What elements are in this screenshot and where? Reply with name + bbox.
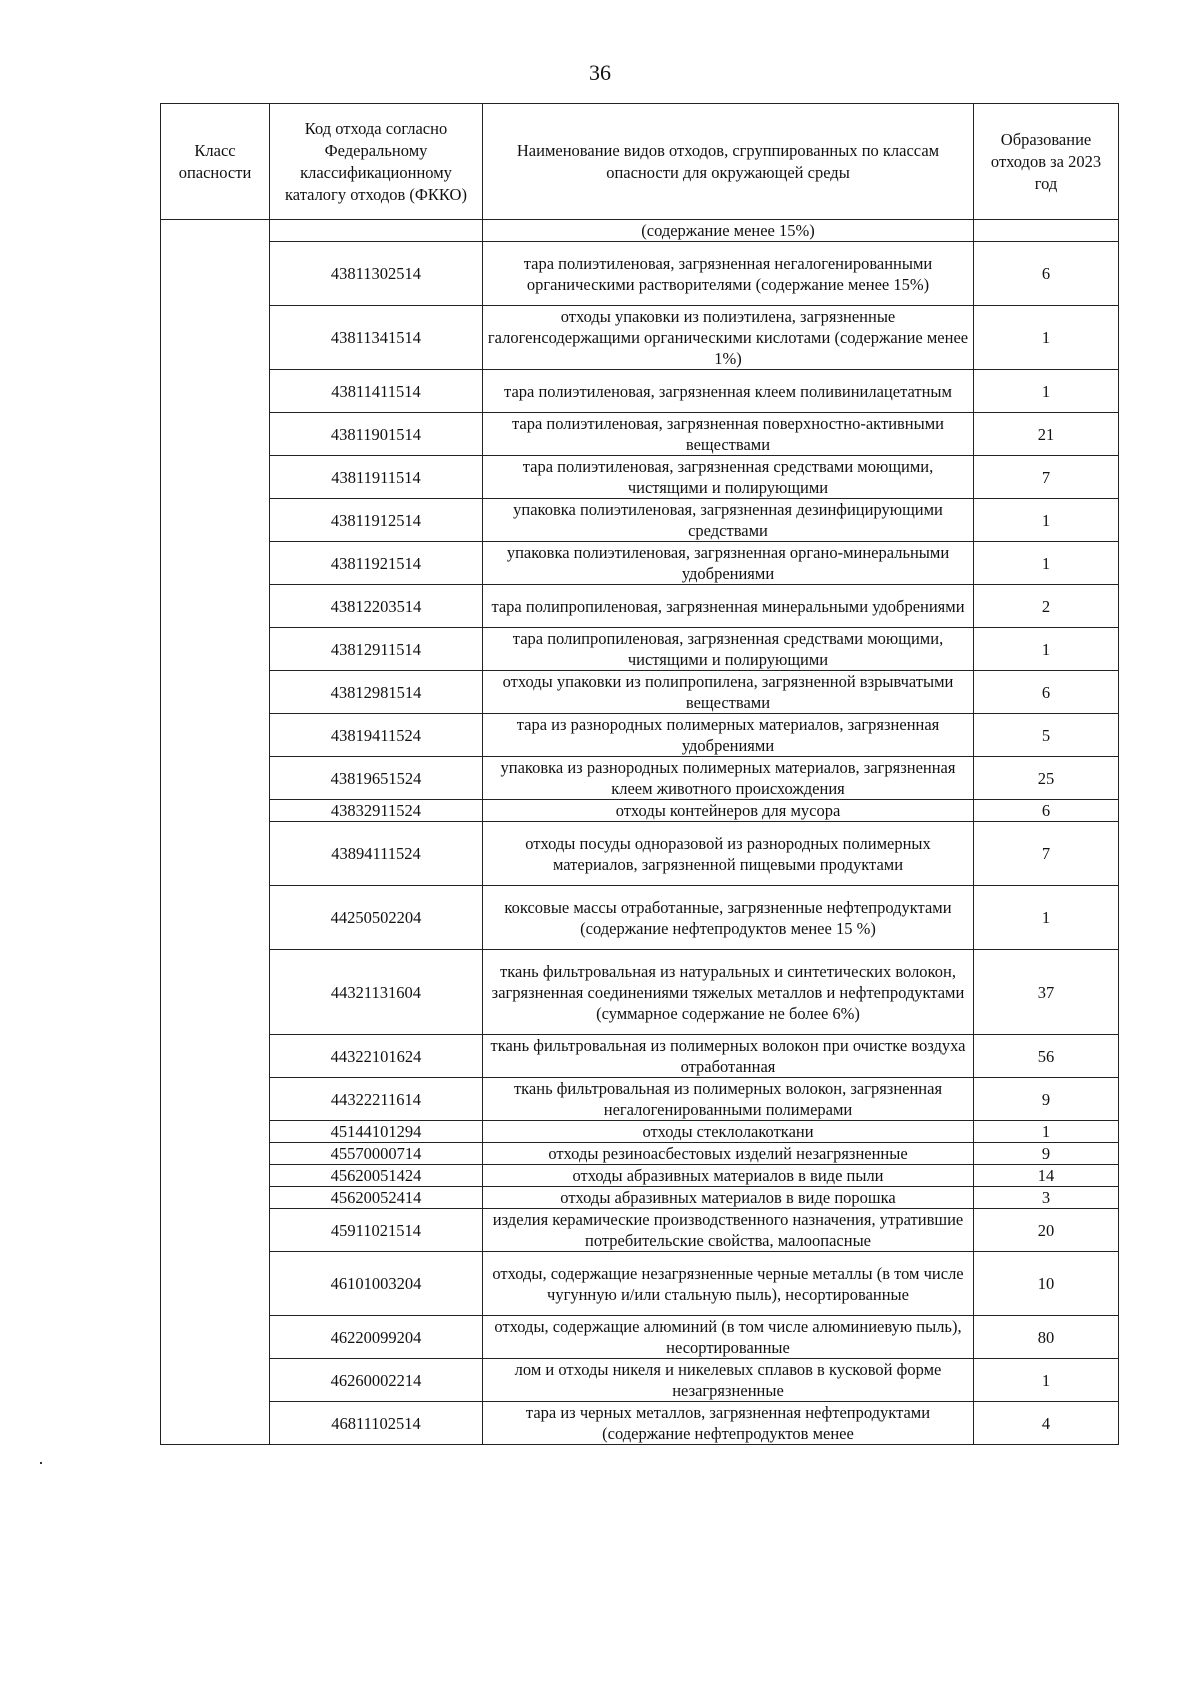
waste-code-cell: 43811912514 (270, 499, 483, 542)
table-row (161, 1252, 1119, 1316)
waste-volume-cell (974, 220, 1119, 242)
table-row (161, 1078, 1119, 1121)
waste-name-cell: тара из черных металлов, загрязненная нефтепродуктами (содержание нефтепродуктов менее (483, 1402, 974, 1445)
waste-code-cell: 45144101294 (270, 1121, 483, 1143)
waste-name-cell: изделия керамические производственного назначения, утратившие потребительские свойства, малоопасные (483, 1209, 974, 1252)
waste-code-cell: 43811911514 (270, 456, 483, 499)
waste-volume-cell: 6 (974, 242, 1119, 306)
waste-code-cell: 43894111524 (270, 822, 483, 886)
waste-code-cell: 46101003204 (270, 1252, 483, 1316)
waste-volume-cell: 9 (974, 1078, 1119, 1121)
waste-name-cell: отходы упаковки из полиэтилена, загрязненные галогенсодержащими органическими кислотами (содержание менее 1%) (483, 306, 974, 370)
waste-volume-cell: 56 (974, 1035, 1119, 1078)
waste-name-cell: отходы абразивных материалов в виде порошка (483, 1187, 974, 1209)
table-row (161, 822, 1119, 886)
waste-code-cell: 43819651524 (270, 757, 483, 800)
waste-name-cell: ткань фильтровальная из натуральных и синтетических волокон, загрязненная соединениями тяжелых металлов и нефтепродуктами (суммарное содержание не более 6%) (483, 950, 974, 1035)
waste-code-cell: 45570000714 (270, 1143, 483, 1165)
waste-name-cell: отходы, содержащие незагрязненные черные металлы (в том числе чугунную и/или стальную пыль), несортированные (483, 1252, 974, 1316)
waste-code-cell: 45911021514 (270, 1209, 483, 1252)
waste-volume-cell: 1 (974, 370, 1119, 413)
waste-table (160, 103, 1119, 1445)
waste-name-cell: отходы, содержащие алюминий (в том числе алюминиевую пыль), несортированные (483, 1316, 974, 1359)
waste-code-cell: 43812911514 (270, 628, 483, 671)
waste-volume-cell: 1 (974, 628, 1119, 671)
waste-code-cell: 43811901514 (270, 413, 483, 456)
table-row (161, 220, 1119, 242)
waste-code-cell: 43812203514 (270, 585, 483, 628)
waste-code-cell: 43811341514 (270, 306, 483, 370)
waste-name-cell: ткань фильтровальная из полимерных волокон при очистке воздуха отработанная (483, 1035, 974, 1078)
waste-volume-cell: 1 (974, 542, 1119, 585)
table-row (161, 242, 1119, 306)
header-hazard-class: Класс опасности (161, 104, 270, 220)
waste-code-cell: 44321131604 (270, 950, 483, 1035)
waste-volume-cell: 20 (974, 1209, 1119, 1252)
waste-volume-cell: 1 (974, 306, 1119, 370)
header-waste-name: Наименование видов отходов, сгруппированных по классам опасности для окружающей среды (483, 104, 974, 220)
waste-volume-cell: 25 (974, 757, 1119, 800)
waste-volume-cell: 14 (974, 1165, 1119, 1187)
waste-code-cell: 46220099204 (270, 1316, 483, 1359)
header-waste-code: Код отхода согласно Федеральному классификационному каталогу отходов (ФККО) (270, 104, 483, 220)
waste-volume-cell: 21 (974, 413, 1119, 456)
waste-name-cell: коксовые массы отработанные, загрязненные нефтепродуктами (содержание нефтепродуктов менее 15 %) (483, 886, 974, 950)
table-row (161, 628, 1119, 671)
table-row (161, 1209, 1119, 1252)
waste-code-cell: 44322101624 (270, 1035, 483, 1078)
table-row (161, 1143, 1119, 1165)
waste-name-cell: лом и отходы никеля и никелевых сплавов в кусковой форме незагрязненные (483, 1359, 974, 1402)
waste-code-cell (270, 220, 483, 242)
table-row (161, 714, 1119, 757)
waste-code-cell: 46260002214 (270, 1359, 483, 1402)
header-waste-volume: Образование отходов за 2023 год (974, 104, 1119, 220)
table-row (161, 1121, 1119, 1143)
table-row (161, 542, 1119, 585)
waste-name-cell: упаковка полиэтиленовая, загрязненная органо-минеральными удобрениями (483, 542, 974, 585)
table-row (161, 499, 1119, 542)
waste-name-cell: тара полипропиленовая, загрязненная минеральными удобрениями (483, 585, 974, 628)
waste-code-cell: 43811302514 (270, 242, 483, 306)
table-row (161, 800, 1119, 822)
waste-code-cell: 43811921514 (270, 542, 483, 585)
scan-speck (40, 1462, 42, 1464)
waste-name-cell: тара полиэтиленовая, загрязненная поверхностно-активными веществами (483, 413, 974, 456)
waste-volume-cell: 7 (974, 822, 1119, 886)
waste-volume-cell: 7 (974, 456, 1119, 499)
waste-volume-cell: 37 (974, 950, 1119, 1035)
table-row (161, 306, 1119, 370)
table-row (161, 757, 1119, 800)
table-row (161, 1359, 1119, 1402)
waste-name-cell: отходы посуды одноразовой из разнородных полимерных материалов, загрязненной пищевыми продуктами (483, 822, 974, 886)
table-row (161, 1165, 1119, 1187)
waste-name-cell: отходы упаковки из полипропилена, загрязненной взрывчатыми веществами (483, 671, 974, 714)
table-row (161, 456, 1119, 499)
waste-volume-cell: 6 (974, 671, 1119, 714)
waste-volume-cell: 9 (974, 1143, 1119, 1165)
waste-code-cell: 44250502204 (270, 886, 483, 950)
table-body (161, 220, 1119, 1445)
table-row (161, 370, 1119, 413)
table-row (161, 1187, 1119, 1209)
waste-code-cell: 44322211614 (270, 1078, 483, 1121)
waste-name-cell: ткань фильтровальная из полимерных волокон, загрязненная негалогенированными полимерами (483, 1078, 974, 1121)
waste-name-cell: тара полиэтиленовая, загрязненная негалогенированными органическими растворителями (содержание менее 15%) (483, 242, 974, 306)
waste-code-cell: 43812981514 (270, 671, 483, 714)
waste-volume-cell: 1 (974, 1121, 1119, 1143)
hazard-class-cell (161, 220, 270, 1445)
table-row (161, 950, 1119, 1035)
waste-name-cell: отходы стеклолакоткани (483, 1121, 974, 1143)
waste-code-cell: 46811102514 (270, 1402, 483, 1445)
waste-volume-cell: 1 (974, 499, 1119, 542)
waste-code-cell: 43832911524 (270, 800, 483, 822)
waste-name-cell: отходы контейнеров для мусора (483, 800, 974, 822)
table-row (161, 1035, 1119, 1078)
waste-code-cell: 43819411524 (270, 714, 483, 757)
waste-volume-cell: 80 (974, 1316, 1119, 1359)
waste-name-cell: упаковка из разнородных полимерных материалов, загрязненная клеем животного происхождения (483, 757, 974, 800)
waste-volume-cell: 4 (974, 1402, 1119, 1445)
waste-volume-cell: 5 (974, 714, 1119, 757)
table-header-row (161, 104, 1119, 220)
waste-name-cell: (содержание менее 15%) (483, 220, 974, 242)
table-row (161, 1316, 1119, 1359)
waste-name-cell: упаковка полиэтиленовая, загрязненная дезинфицирующими средствами (483, 499, 974, 542)
waste-name-cell: тара полиэтиленовая, загрязненная клеем поливинилацетатным (483, 370, 974, 413)
table-row (161, 1402, 1119, 1445)
waste-volume-cell: 2 (974, 585, 1119, 628)
table-row (161, 671, 1119, 714)
waste-name-cell: отходы абразивных материалов в виде пыли (483, 1165, 974, 1187)
waste-volume-cell: 3 (974, 1187, 1119, 1209)
waste-volume-cell: 6 (974, 800, 1119, 822)
waste-name-cell: отходы резиноасбестовых изделий незагрязненные (483, 1143, 974, 1165)
page-number: 36 (589, 60, 611, 85)
waste-code-cell: 43811411514 (270, 370, 483, 413)
waste-volume-cell: 10 (974, 1252, 1119, 1316)
waste-name-cell: тара из разнородных полимерных материалов, загрязненная удобрениями (483, 714, 974, 757)
table-row (161, 886, 1119, 950)
waste-code-cell: 45620051424 (270, 1165, 483, 1187)
waste-code-cell: 45620052414 (270, 1187, 483, 1209)
waste-volume-cell: 1 (974, 1359, 1119, 1402)
table-row (161, 585, 1119, 628)
waste-name-cell: тара полиэтиленовая, загрязненная средствами моющими, чистящими и полирующими (483, 456, 974, 499)
waste-name-cell: тара полипропиленовая, загрязненная средствами моющими, чистящими и полирующими (483, 628, 974, 671)
waste-volume-cell: 1 (974, 886, 1119, 950)
table-row (161, 413, 1119, 456)
